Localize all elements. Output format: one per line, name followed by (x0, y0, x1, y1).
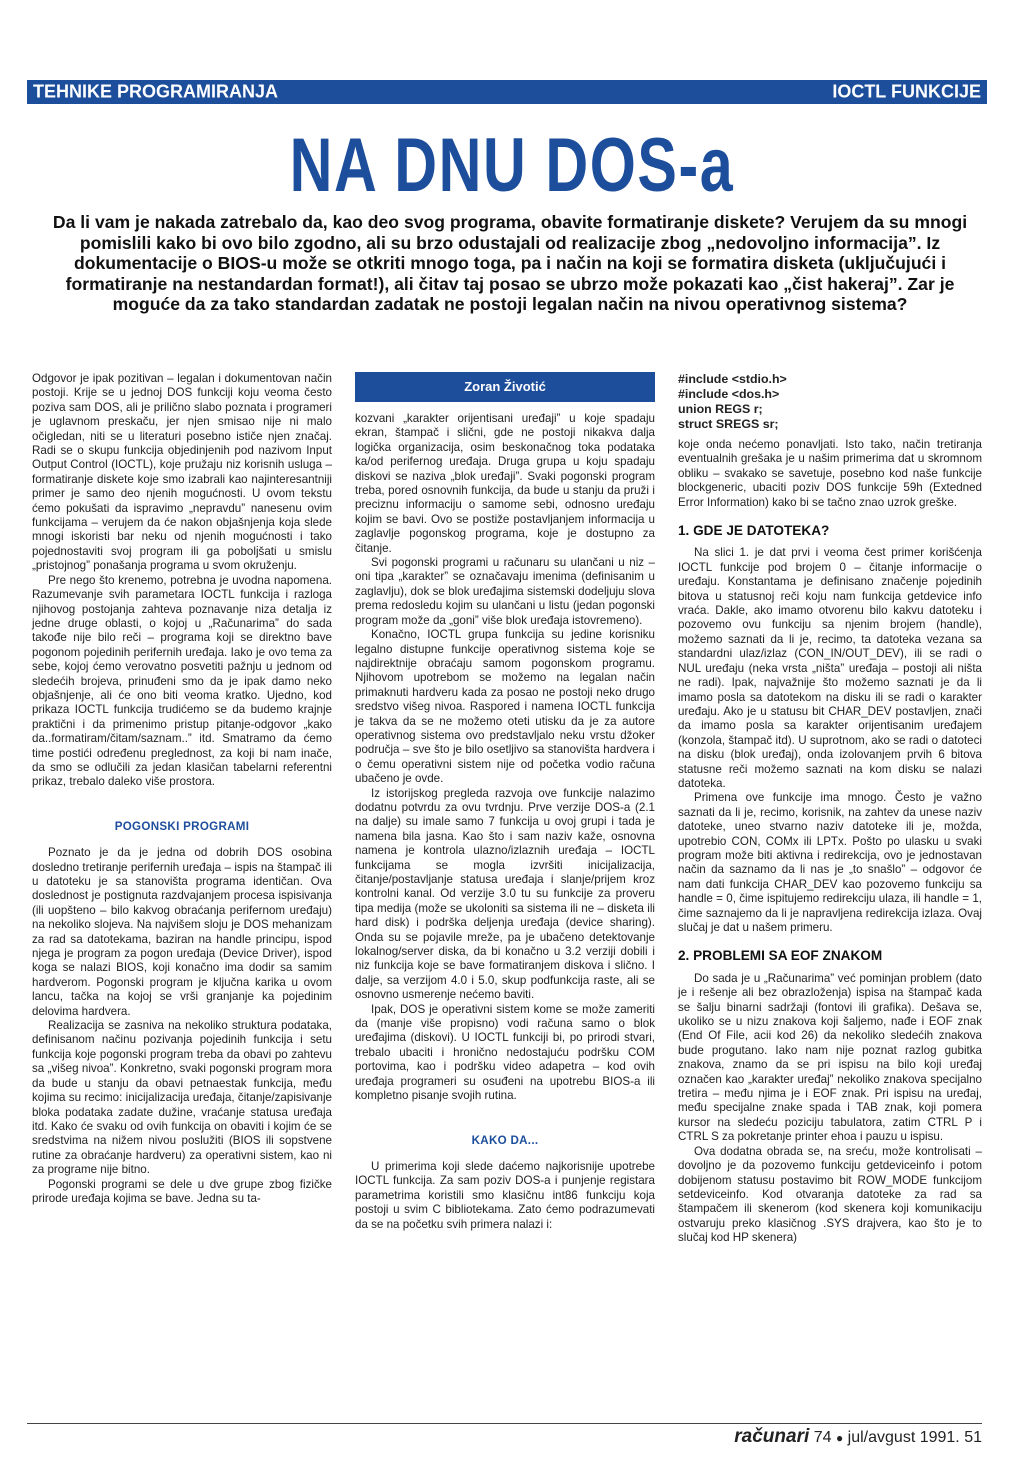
code-block (678, 372, 982, 432)
paragraph: Pogonski programi se dele u dve grupe zbog fizičke prirode uređaja kojima se bave. Jedna su ta- (32, 1177, 332, 1205)
paragraph: Iz istorijskog pregleda razvoja ove funkcije nalazimo dodatnu potvrdu za ovu tvrdnju. Prve verzije DOS-a (2.1 na dalje) su imale samo 7 funkcija u ovoj grupi i tada je namena bila jasna. Kao što i sam naziv kaže, osnovna namena je kontrola ulazno/izlaznih uređaja – IOCTL funkcijama se mogla izvršiti inicijalizacija, čitanje/postavljanje statusa uređaja i slanje/prijem kroz kontrolni kanal. Od verzije 3.0 tu su funkcije za proveru tipa medija (može se ukoloniti sa sistema ili ne – disketa ili hard disk) i podrška deljenja uređaja (device sharing). Onda su se pojavile mreže, pa je ubačeno detektovanje lokalnog/server diska, da bi konačno u 3.2 verziji dobili i niz funkcija koje se bave formatiranjem diskova i slično. I dalje, sa verzijom 4.0 i 5.0, skup podfunkcija raste, ali se osnovno usmerenje nećemo baviti. (355, 786, 655, 1002)
issue-number: 74 (813, 1429, 832, 1446)
paragraph: Poznato je da je jedna od dobrih DOS osobina dosledno tretiranje perifernih uređaja – ispis na štampač ili u datoteku je sa stanovišta programa identičan. Ova doslednost je postignuta razdvajanjem procesa ispisivanja (ili uopšteno – bilo kakvog obraćanja perifernom uređaju) na nekoliko slojeva. Na najvišem sloju je DOS mehanizam za rad sa datotekama, baziran na handle principu, ispod njega je program za pogon uređaja (Device Driver), ispod koga se nalazi BIOS, koji konačno ima dodir sa samim hardverom. Pogonski program je ključna karika u ovom lancu, tačka na kojoj se vrši granjanje ka pojedinim delovima hardvera. (32, 846, 332, 1018)
column-2 (355, 372, 655, 1232)
paragraph: Na slici 1. je dat prvi i veoma čest primer korišćenja IOCTL funkcije pod brojem 0 – čitanje informacije o uređaju. Konstantama je definisano značenje pojedinih bitova u statusnoj reči koju nam funkcija getdevice info vraća. Dakle, ako imamo otvorenu bilo kakvu datoteku i pozovemo ovu funkciju sa njenim brojem (handle), možemo saznati da li je, recimo, ta datoteka vezana sa standardni ulaz/izlaz (CON_IN/OUT_DEV), ili se radi o NUL uređaju (neka vrsta „ništa” uređaja – postoji ali ništa ne radi). Ipak, najvažnije što možemo saznati je da li imamo posla sa datotekom na disku ili se radi o karakter uređaju. Ako je u statusu bit CHAR_DEV postavljen, znači da imamo posla sa karakter orijentisanim uređajem (konzola, štampač itd). U suprotnom, ako se radi o datoteci na disku (blok uređaj), onda izolovanjem prvih 6 bitova statusne reči možemo saznati na kom disku se nalazi datoteka. (678, 546, 982, 790)
paragraph: U primerima koji slede daćemo najkorisnije upotrebe IOCTL funkcija. Za sam poziv DOS-a i punjenje registara parametrima koristili smo klasičnu int86 funkciju koja postoji u svim C bibliotekama. Zato ćemo podrazumevati da se na početku svih primera nalazi i: (355, 1159, 655, 1231)
paragraph: Do sada je u „Računarima” već pominjan problem (dato je i rešenje ali bez obrazloženja) ispisa na štampač kada se šalju binarni sadržaji (fontovi ili grafika). Dešava se, ukoliko se u nizu znakova koji šaljemo, nađe i EOF znak (End Of File, acii kod 26) da nekoliko sledećih znakova bude progutano. Iako nam nije poznat razlog gubitka znakova, znamo da se pri ispisu na bilo koji uređaj označen kao „karakter uređaj” nekoliko znakova specijalno tretira – među njima je i EOF znak. Pri ispisu na uređaj, među specijalne znake spada i TAB znak, koji pomera kursor na sledeću poziciju tabulatora, zatim CTRL P i CTRL S za pokretanje printer ehoa i pauzu u ispisu. (678, 971, 982, 1144)
subheading-pogonski: POGONSKI PROGRAMI (114, 819, 250, 833)
page-footer (734, 1426, 982, 1448)
paragraph: Ipak, DOS je operativni sistem kome se može zameriti da (manje više propisno) vodi računa samo o blok uređajima (diskovi). U IOCTL funkciji bi, po prirodi stvari, trebalo ubaciti i hronično nedostajuću podršku COM portovima, kao i podršku video adapetra – kod ovih uređaja programeri su osuđeni na upotrebu BIOS-a ili kompletno pisanje svojih rutina. (355, 1002, 655, 1103)
paragraph: kozvani „karakter orijentisani uređaji” u koje spadaju ekran, štampač i slični, gde ne postoji nikakva dalja logička organizacija, osim beskonačnog toka podataka ka/od perifernog uređaja. Druga grupa u koju spadaju diskovi se naziva „blok uređaji”. Svaki pogonski program treba, pored osnovnih funkcija, da bude u stanju da pruži i preciznu informaciju o samome sebi, odnosno uređaju kojim se bavi. Ovo se postiže postavljanjem informacija u zaglavlje pogonskog programa, koje je dostupno za čitanje. (355, 412, 655, 555)
paragraph: Realizacija se zasniva na nekoliko struktura podataka, definisanom načinu pozivanja pojedinih funkcija i setu funkcija koje pogonski program treba da obavi po zahtevu sa „višeg nivoa”. Konkretno, svaki pogonski program mora da bude u stanju da obavi petnaestak funkcija, među kojima su recimo: inicijalizacija uređaja, čitanje/zapisivanje bloka podataka zadate dužine, vraćanje statusa uređaja itd. Kako će svaku od ovih funkcija on obaviti i kojim će se sredstvima na nižem nivou poslužiti (BIOS ili sopstvene rutine za obraćanje hardveru) za operativni sistem, kao ni za programe nije bitno. (32, 1019, 332, 1177)
paragraph: Konačno, IOCTL grupa funkcija su jedine korisniku legalno distupne funkcije operativnog sistema koje se najdirektnije obraćaju samom pogonskom programu. Njihovom upotrebom se možemo na legalan način primaknuti hardveru kada za posao ne postoji neko drugo sredstvo višeg nivoa. Raspored i namena IOCTL funkcija je takva da se ne možemo oteti utisku da je za autore operativnog sistema ovo predstavljalo neku vrstu džoker područja – sve što je bilo osetljivo sa stanovišta hardvera i o čemu operativni sistem nije od početka vodio računa ubačeno je ovde. (355, 628, 655, 786)
article-title: NA DNU DOS-a (289, 123, 735, 208)
column-1 (32, 372, 332, 1206)
footer-rule (27, 1423, 982, 1424)
code-line: struct SREGS sr; (678, 417, 779, 431)
issue-date: jul/avgust 1991. (847, 1429, 960, 1446)
code-line: union REGS r; (678, 402, 763, 416)
subheading-gde-je-datoteka: 1. GDE JE DATOTEKA? (678, 523, 830, 539)
code-line: #include <stdio.h> (678, 372, 787, 386)
page-number: 51 (964, 1429, 982, 1446)
paragraph: Odgovor je ipak pozitivan – legalan i dokumentovan način postoji. Krije se u jednoj DOS funkciji koju veoma često poziva sam DOS, ali je prilično slabo poznata i programeri je uglavnom preskaču, jer njen smisao nije ni malo očigledan, niti se u literaturi posebno ističe njen značaj. Radi se o skupu funkcija objedinjenih pod nazivom Input Output Control (IOCTL), koje pružaju niz korisnih usluga – formatiranje diskete koje smo izabrali kao najinteresantniji primer je samo deo njenih mogućnosti. U ovom tekstu ćemo pokušati da ispravimo „nepravdu” nanesenu ovim funkcijama – verujem da će nakon objašnjenja koja slede mnogi iskoristi bar neku od njenih mogućnosti i tako pojednostaviti svoj program ili ga pobolјšati u smislu „pristojnog” ponašanja programa u svom okruženju. (32, 372, 332, 573)
paragraph: koje onda nećemo ponavljati. Isto tako, način tretiranja eventualnih grešaka je u našim primerima dat u skromnom obliku – svakako se savetuje, posebno kod naše funkcije blockgeneric, ubaciti poziv DOS funkcije 59h (Extedned Error Information) kako bi se tačno znao uzrok greške. (678, 438, 982, 509)
paragraph: Ova dodatna obrada se, na sreću, može kontrolisati – dovoljno je da pozovemo funkciju getdeviceinfo i potom dobijenom statusu postavimo bit ROW_MODE funkcijom setdeviceinfo. Kod otvaranja datoteke za rad sa štampačem ili skenerom (kod skenera koji komunikaciju ostvaruju preko klasičnog .SYS drajvera, kao što je to slučaj kod HP skenera) (678, 1144, 982, 1245)
code-line: #include <dos.h> (678, 387, 780, 401)
section-label: TEHNIKE PROGRAMIRANJA (33, 80, 279, 102)
bullet-icon: ● (835, 1430, 844, 1445)
subheading-eof: 2. PROBLEMI SA EOF ZNAKOM (678, 948, 883, 964)
magazine-name: računari (734, 1426, 810, 1447)
author-byline: Zoran Životić (355, 372, 655, 402)
subheading-kako-da: KAKO DA... (471, 1133, 539, 1147)
topic-label: IOCTL FUNKCIJE (832, 80, 981, 102)
paragraph: Svi pogonski programi u računaru su ulančani u niz – oni tipa „karakter” se označavaju imenima (definisanim u zaglavlju), dok se blok uređajima sistemski dodeljuju slova prema redosledu kojim su ulančani u listu (jedan pogonski program može da „goni” više blok uređaja istovremeno). (355, 556, 655, 627)
column-3 (678, 372, 982, 1246)
section-header-bar (27, 80, 987, 104)
paragraph: Pre nego što krenemo, potrebna je uvodna napomena. Razumevanje svih parametara IOCTL funkcija i razloga njihovog postojanja zahteva poznavanje niza detalja iz jedne druge oblasti, o kojoj u „Računarima” do sada takođe nije bilo reči – programa koji se direktno bave pogonom pojedinih perifernih uređaja. Iako je ovo tema za sebe, kojoj ćemo verovatno posvetiti pažnju u jednom od sledećih brojeva, prinuđeni smo da je ipak damo neko objašnjenje, ali će ono biti veoma kratko. Ujedno, kod prikaza IOCTL funkcija trudićemo se da budemo krajnje praktični i da primenimo pristup pitanje-odgovor „kako da..formatiram/čitam/saznam..” itd. Smatramo da ćemo time postići određenu preglednost, za koji bi nam inače, da smo se odlučili za jedan klasičan tabelarni referentni prikaz, trebalo daleko više prostora. (32, 573, 332, 789)
article-lead: Da li vam je nakada zatrebalo da, kao deo svog programa, obavite formatiranje diskete? Verujem da su mnogi pomislili kako bi ovo bilo zgodno, ali su brzo odustajali od realizacije zbog „nedovoljno informacija”. Iz dokumentacije o BIOS-u može se otkriti mnogo toga, pa i način na koji se formatira disketa (uključujući i formatiranje na nestandardan format!), ali čitav taj posao se ubrzo može pokazati kao „čist hakeraj”. Zar je moguće da za tako standardan zadatak ne postoji legalan način na nivou operativnog sistema? (52, 212, 968, 314)
paragraph: Primena ove funkcije ima mnogo. Često je važno saznati da li je, recimo, korisnik, na zahtev da unese naziv datoteke, uneo stvarno naziv datoteke ili je, možda, upotrebio CON, COMx ili LPTx. Pošto po ulasku u svaki program može biti aktivna i redirekcija, ovo je jednostavan način da saznamo da li nas je „to snašlo” – odgovor će nam dati funkcija CHAR_DEV kao pozovemo funkciju sa handle = 0, čime ispitujemo redirekciju ulaza, ili handle = 1, čime saznajemo da li je napravljena redirekcija izlaza. Ovaj slučaj je dat u našem primeru. (678, 791, 982, 934)
